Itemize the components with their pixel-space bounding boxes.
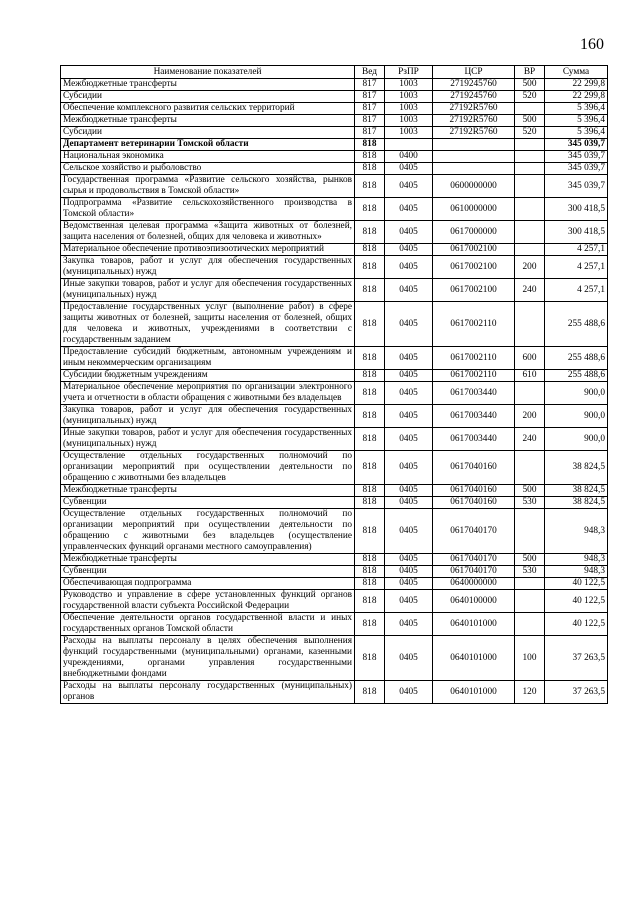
cell-sum: 300 418,5 <box>545 198 608 221</box>
cell-ved: 818 <box>355 382 385 405</box>
cell-ved: 818 <box>355 370 385 382</box>
cell-sum: 40 122,5 <box>545 590 608 613</box>
cell-name: Субвенции <box>61 497 355 509</box>
cell-vr: 520 <box>515 91 545 103</box>
cell-sum: 4 257,1 <box>545 279 608 302</box>
cell-name: Субвенции <box>61 566 355 578</box>
cell-sum: 255 488,6 <box>545 347 608 370</box>
table-row <box>61 139 608 151</box>
cell-vr: 200 <box>515 256 545 279</box>
cell-csr: 0617040170 <box>433 509 515 554</box>
cell-rzpr: 0405 <box>385 163 433 175</box>
cell-rzpr: 0405 <box>385 279 433 302</box>
cell-rzpr: 0405 <box>385 485 433 497</box>
cell-sum: 38 824,5 <box>545 485 608 497</box>
cell-name: Межбюджетные трансферты <box>61 115 355 127</box>
cell-rzpr: 1003 <box>385 103 433 115</box>
cell-sum: 40 122,5 <box>545 578 608 590</box>
cell-vr <box>515 578 545 590</box>
cell-ved: 818 <box>355 497 385 509</box>
cell-ved: 818 <box>355 451 385 485</box>
cell-name: Осуществление отдельных государственных полномочий по организации мероприятий при осуществлении деятельности по обращению с животными без владельцев (осуществление управленческих функций органами местного самоуправления) <box>61 509 355 554</box>
cell-rzpr: 0405 <box>385 370 433 382</box>
table-row <box>61 636 608 681</box>
cell-sum: 948,3 <box>545 554 608 566</box>
cell-name: Расходы на выплаты персоналу в целях обеспечения выполнения функций государственными (муниципальными) органами, казенными учреждениями, органами управления государственными внебюджетными фондами <box>61 636 355 681</box>
cell-name: Предоставление государственных услуг (выполнение работ) в сфере защиты животных от болезней, защиты населения от болезней, общих для человека и животных, учреждениями в соответствии с государственным заданием <box>61 302 355 347</box>
cell-vr <box>515 198 545 221</box>
cell-ved: 818 <box>355 279 385 302</box>
cell-csr: 0617040160 <box>433 497 515 509</box>
cell-ved: 818 <box>355 302 385 347</box>
table-row <box>61 244 608 256</box>
table-row <box>61 127 608 139</box>
cell-sum: 900,0 <box>545 405 608 428</box>
cell-csr: 0640101000 <box>433 636 515 681</box>
cell-csr: 0617002110 <box>433 347 515 370</box>
cell-sum: 4 257,1 <box>545 256 608 279</box>
cell-name: Межбюджетные трансферты <box>61 554 355 566</box>
cell-ved: 818 <box>355 244 385 256</box>
cell-sum: 948,3 <box>545 509 608 554</box>
table-row <box>61 485 608 497</box>
cell-sum: 38 824,5 <box>545 497 608 509</box>
cell-vr: 240 <box>515 428 545 451</box>
table-row <box>61 590 608 613</box>
cell-csr: 0640000000 <box>433 578 515 590</box>
cell-sum: 5 396,4 <box>545 127 608 139</box>
cell-vr: 100 <box>515 636 545 681</box>
table-row <box>61 382 608 405</box>
cell-rzpr: 0405 <box>385 636 433 681</box>
cell-ved: 818 <box>355 347 385 370</box>
cell-sum: 22 299,8 <box>545 91 608 103</box>
cell-sum: 345 039,7 <box>545 139 608 151</box>
page-number: 160 <box>580 36 604 53</box>
cell-vr <box>515 244 545 256</box>
cell-sum: 37 263,5 <box>545 681 608 704</box>
cell-name: Обеспечение комплексного развития сельских территорий <box>61 103 355 115</box>
cell-csr: 0617040170 <box>433 554 515 566</box>
cell-csr: 27192R5760 <box>433 103 515 115</box>
cell-ved: 817 <box>355 91 385 103</box>
cell-csr: 0610000000 <box>433 198 515 221</box>
cell-ved: 818 <box>355 636 385 681</box>
cell-name: Субсидии бюджетным учреждениям <box>61 370 355 382</box>
cell-vr <box>515 163 545 175</box>
cell-rzpr: 0405 <box>385 256 433 279</box>
cell-csr: 0617002100 <box>433 279 515 302</box>
cell-name: Подпрограмма «Развитие сельскохозяйственного производства в Томской области» <box>61 198 355 221</box>
cell-name: Ведомственная целевая программа «Защита животных от болезней, защита населения от болезней, общих для человека и животных» <box>61 221 355 244</box>
cell-name: Закупка товаров, работ и услуг для обеспечения государственных (муниципальных) нужд <box>61 256 355 279</box>
cell-ved: 818 <box>355 175 385 198</box>
cell-csr: 0617002110 <box>433 302 515 347</box>
cell-vr <box>515 590 545 613</box>
cell-rzpr: 0405 <box>385 681 433 704</box>
cell-rzpr: 0405 <box>385 405 433 428</box>
cell-csr <box>433 163 515 175</box>
cell-csr: 27192R5760 <box>433 127 515 139</box>
cell-vr <box>515 451 545 485</box>
cell-sum: 255 488,6 <box>545 370 608 382</box>
cell-vr: 500 <box>515 79 545 91</box>
table-row <box>61 198 608 221</box>
cell-csr: 0617003440 <box>433 405 515 428</box>
table-row <box>61 566 608 578</box>
cell-rzpr: 0405 <box>385 613 433 636</box>
cell-vr: 530 <box>515 497 545 509</box>
cell-csr: 2719245760 <box>433 79 515 91</box>
cell-sum: 40 122,5 <box>545 613 608 636</box>
cell-name: Национальная экономика <box>61 151 355 163</box>
cell-name: Материальное обеспечение мероприятия по организации электронного учета и отчетности в области обращения с животными без владельцев <box>61 382 355 405</box>
budget-table <box>60 65 608 704</box>
cell-csr: 27192R5760 <box>433 115 515 127</box>
cell-sum: 948,3 <box>545 566 608 578</box>
cell-name: Субсидии <box>61 91 355 103</box>
cell-vr <box>515 382 545 405</box>
cell-rzpr: 0405 <box>385 554 433 566</box>
cell-csr: 0617040160 <box>433 485 515 497</box>
cell-ved: 818 <box>355 590 385 613</box>
cell-vr <box>515 613 545 636</box>
cell-ved: 817 <box>355 127 385 139</box>
cell-csr: 2719245760 <box>433 91 515 103</box>
cell-name: Иные закупки товаров, работ и услуг для обеспечения государственных (муниципальных) нужд <box>61 428 355 451</box>
table-row <box>61 91 608 103</box>
cell-name: Сельское хозяйство и рыболовство <box>61 163 355 175</box>
cell-vr: 200 <box>515 405 545 428</box>
cell-rzpr: 0405 <box>385 175 433 198</box>
table-row <box>61 370 608 382</box>
cell-name: Предоставление субсидий бюджетным, автономным учреждениям и иным некоммерческим организациям <box>61 347 355 370</box>
cell-name: Субсидии <box>61 127 355 139</box>
cell-rzpr: 0405 <box>385 497 433 509</box>
cell-ved: 818 <box>355 613 385 636</box>
header-csr: ЦСР <box>433 66 515 79</box>
cell-csr: 0617040170 <box>433 566 515 578</box>
cell-name: Иные закупки товаров, работ и услуг для обеспечения государственных (муниципальных) нужд <box>61 279 355 302</box>
cell-csr: 0600000000 <box>433 175 515 198</box>
table-row <box>61 256 608 279</box>
table-row <box>61 115 608 127</box>
cell-sum: 900,0 <box>545 382 608 405</box>
cell-ved: 818 <box>355 198 385 221</box>
cell-name: Осуществление отдельных государственных полномочий по организации мероприятий при осуществлении деятельности по обращению с животными без владельцев <box>61 451 355 485</box>
cell-rzpr: 0405 <box>385 198 433 221</box>
cell-vr <box>515 103 545 115</box>
cell-rzpr: 1003 <box>385 79 433 91</box>
table-row <box>61 497 608 509</box>
table-row <box>61 509 608 554</box>
cell-sum: 22 299,8 <box>545 79 608 91</box>
cell-vr: 500 <box>515 485 545 497</box>
cell-rzpr: 0405 <box>385 302 433 347</box>
cell-name: Межбюджетные трансферты <box>61 485 355 497</box>
cell-sum: 5 396,4 <box>545 115 608 127</box>
cell-rzpr: 0405 <box>385 566 433 578</box>
cell-vr: 520 <box>515 127 545 139</box>
cell-ved: 818 <box>355 256 385 279</box>
cell-csr: 0617002110 <box>433 370 515 382</box>
cell-sum: 300 418,5 <box>545 221 608 244</box>
cell-rzpr: 0405 <box>385 509 433 554</box>
cell-csr: 0640100000 <box>433 590 515 613</box>
table-row <box>61 428 608 451</box>
cell-name: Государственная программа «Развитие сельского хозяйства, рынков сырья и продовольствия в Томской области» <box>61 175 355 198</box>
table-row <box>61 613 608 636</box>
table-row <box>61 681 608 704</box>
cell-vr <box>515 221 545 244</box>
cell-rzpr: 0405 <box>385 590 433 613</box>
cell-vr: 120 <box>515 681 545 704</box>
cell-ved: 817 <box>355 115 385 127</box>
table-header-row <box>61 66 608 79</box>
cell-csr: 0617000000 <box>433 221 515 244</box>
cell-rzpr: 1003 <box>385 91 433 103</box>
cell-sum: 345 039,7 <box>545 151 608 163</box>
cell-ved: 818 <box>355 139 385 151</box>
table-row <box>61 151 608 163</box>
cell-name: Межбюджетные трансферты <box>61 79 355 91</box>
cell-sum: 38 824,5 <box>545 451 608 485</box>
cell-ved: 818 <box>355 163 385 175</box>
cell-rzpr: 0405 <box>385 221 433 244</box>
cell-csr: 0640101000 <box>433 681 515 704</box>
cell-csr: 0617040160 <box>433 451 515 485</box>
table-row <box>61 175 608 198</box>
cell-rzpr <box>385 139 433 151</box>
cell-sum: 4 257,1 <box>545 244 608 256</box>
header-rzpr: РзПР <box>385 66 433 79</box>
cell-vr: 600 <box>515 347 545 370</box>
cell-vr <box>515 175 545 198</box>
cell-rzpr: 0405 <box>385 451 433 485</box>
cell-ved: 818 <box>355 509 385 554</box>
cell-csr <box>433 151 515 163</box>
cell-rzpr: 0405 <box>385 428 433 451</box>
table-row <box>61 302 608 347</box>
cell-rzpr: 0405 <box>385 244 433 256</box>
header-name: Наименование показателей <box>61 66 355 79</box>
cell-ved: 818 <box>355 554 385 566</box>
cell-rzpr: 0405 <box>385 578 433 590</box>
cell-csr: 0617003440 <box>433 428 515 451</box>
cell-ved: 818 <box>355 428 385 451</box>
cell-sum: 345 039,7 <box>545 163 608 175</box>
cell-vr: 500 <box>515 554 545 566</box>
cell-vr: 500 <box>515 115 545 127</box>
cell-vr: 610 <box>515 370 545 382</box>
cell-ved: 818 <box>355 221 385 244</box>
cell-rzpr: 0405 <box>385 382 433 405</box>
cell-sum: 345 039,7 <box>545 175 608 198</box>
header-sum: Сумма <box>545 66 608 79</box>
header-vr: ВР <box>515 66 545 79</box>
cell-rzpr: 1003 <box>385 115 433 127</box>
cell-name: Департамент ветеринарии Томской области <box>61 139 355 151</box>
table-row <box>61 163 608 175</box>
cell-ved: 817 <box>355 79 385 91</box>
table-row <box>61 279 608 302</box>
cell-name: Обеспечение деятельности органов государственной власти и иных государственных органов Томской области <box>61 613 355 636</box>
cell-vr <box>515 139 545 151</box>
table-row <box>61 578 608 590</box>
cell-name: Закупка товаров, работ и услуг для обеспечения государственных (муниципальных) нужд <box>61 405 355 428</box>
cell-sum: 255 488,6 <box>545 302 608 347</box>
cell-vr <box>515 151 545 163</box>
cell-rzpr: 0400 <box>385 151 433 163</box>
cell-csr: 0617002100 <box>433 244 515 256</box>
cell-ved: 818 <box>355 566 385 578</box>
cell-name: Материальное обеспечение противоэпизоотических мероприятий <box>61 244 355 256</box>
cell-sum: 37 263,5 <box>545 636 608 681</box>
cell-vr: 530 <box>515 566 545 578</box>
cell-ved: 817 <box>355 103 385 115</box>
cell-sum: 900,0 <box>545 428 608 451</box>
cell-rzpr: 0405 <box>385 347 433 370</box>
cell-vr <box>515 509 545 554</box>
cell-ved: 818 <box>355 151 385 163</box>
cell-ved: 818 <box>355 578 385 590</box>
cell-rzpr: 1003 <box>385 127 433 139</box>
cell-ved: 818 <box>355 485 385 497</box>
table-row <box>61 554 608 566</box>
header-ved: Вед <box>355 66 385 79</box>
cell-name: Расходы на выплаты персоналу государственных (муниципальных) органов <box>61 681 355 704</box>
cell-csr <box>433 139 515 151</box>
table-row <box>61 405 608 428</box>
cell-name: Руководство и управление в сфере установленных функций органов государственной власти субъекта Российской Федерации <box>61 590 355 613</box>
cell-ved: 818 <box>355 405 385 428</box>
cell-csr: 0640101000 <box>433 613 515 636</box>
table-row <box>61 79 608 91</box>
cell-vr <box>515 302 545 347</box>
cell-ved: 818 <box>355 681 385 704</box>
cell-csr: 0617003440 <box>433 382 515 405</box>
cell-name: Обеспечивающая подпрограмма <box>61 578 355 590</box>
table-row <box>61 347 608 370</box>
cell-vr: 240 <box>515 279 545 302</box>
cell-sum: 5 396,4 <box>545 103 608 115</box>
table-body <box>61 79 608 704</box>
cell-csr: 0617002100 <box>433 256 515 279</box>
table-row <box>61 103 608 115</box>
table-row <box>61 451 608 485</box>
table-row <box>61 221 608 244</box>
